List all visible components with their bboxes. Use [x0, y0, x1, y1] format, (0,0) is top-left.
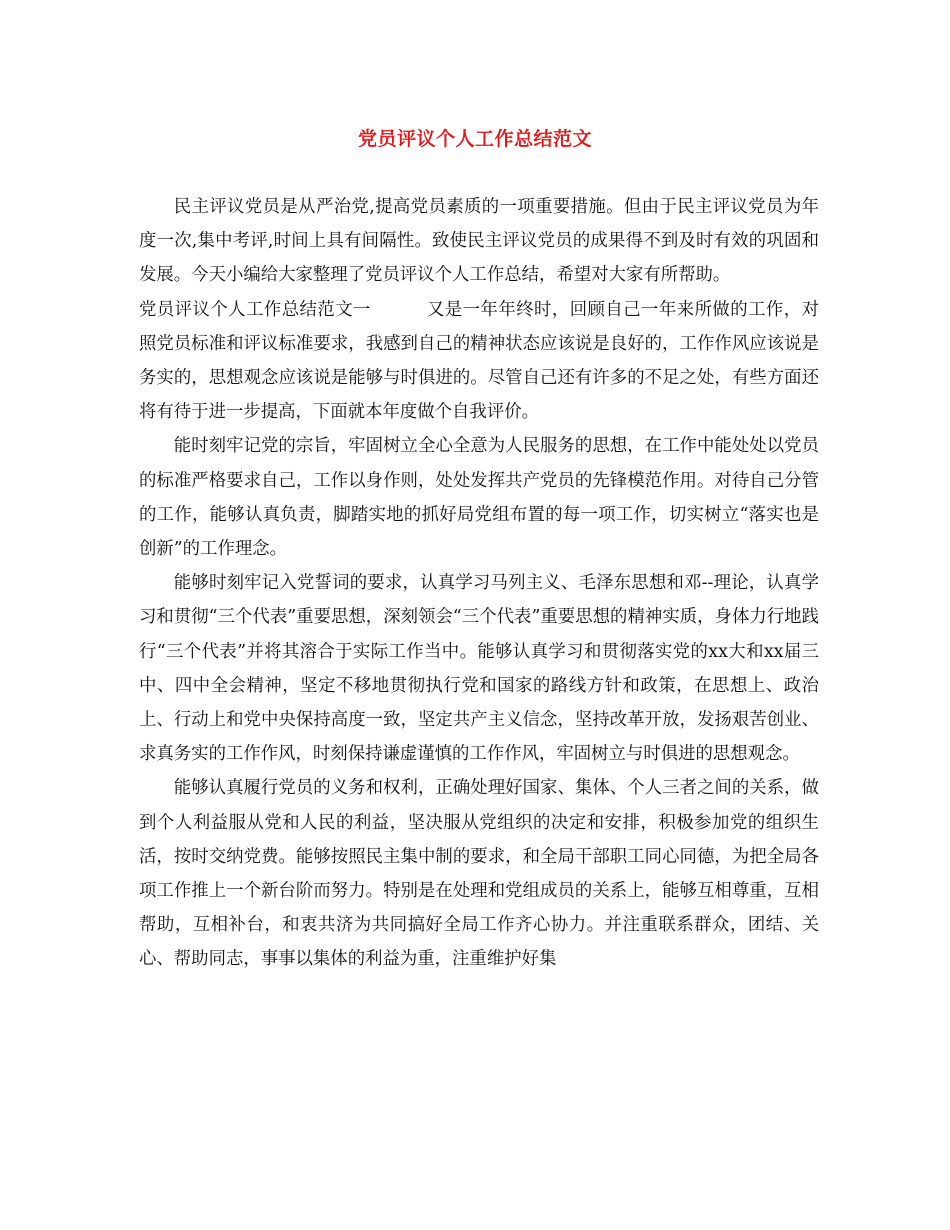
body-paragraph-1: 能时刻牢记党的宗旨，牢固树立全心全意为人民服务的思想，在工作中能处处以党员的标准严格要求自己，工作以身作则，处处发挥共产党员的先锋模范作用。对待自己分管的工作，能够认真负责，脚踏实地的抓好局党组布置的每一项工作，切实树立“落实也是创新”的工作理念。 — [139, 436, 819, 560]
document-title: 党员评议个人工作总结范文 — [357, 128, 592, 150]
section-paragraph — [139, 293, 819, 430]
intro-paragraph: 民主评议党员是从严治党,提高党员素质的一项重要措施。但由于民主评议党员为年度一次,集中考评,时间上具有间隔性。致使民主评议党员的成果得不到及时有效的巩固和发展。今天小编给大家整理了党员评议个人工作总结，希望对大家有所帮助。 — [139, 197, 819, 286]
section-opening-text: 又是一年年终时，回顾自己一年来所做的工作，对照党员标准和评议标准要求，我感到自己的精神状态应该说是良好的，工作作风应该说是务实的，思想观念应该说是能够与时俱进的。尽管自己还有许多的不足之处，有些方面还将有待于进一步提高，下面就本年度做个自我评价。 — [139, 299, 819, 423]
body-paragraph-3: 能够认真履行党员的义务和权利，正确处理好国家、集体、个人三者之间的关系，做到个人利益服从党和人民的利益，坚决服从党组织的决定和安排，积极参加党的组织生活，按时交纳党费。能够按照民主集中制的要求，和全局干部职工同心同德，为把全局各项工作推上一个新台阶而努力。特别是在处理和党组成员的关系上，能够互相尊重，互相帮助，互相补台，和衷共济为共同搞好全局工作齐心协力。并注重联系群众，团结、关心、帮助同志，事事以集体的利益为重，注重维护好集 — [139, 778, 819, 970]
document-body — [139, 190, 819, 977]
body-paragraph-2: 能够时刻牢记入党誓词的要求，认真学习马列主义、毛泽东思想和邓--理论，认真学习和贯彻“三个代表”重要思想，深刻领会“三个代表”重要思想的精神实质，身体力行地践行“三个代表”并将其溶合于实际工作当中。能够认真学习和贯彻落实党的xx大和xx届三中、四中全会精神，坚定不移地贯彻执行党和国家的路线方针和政策，在思想上、政治上、行动上和党中央保持高度一致，坚定共产主义信念，坚持改革开放，发扬艰苦创业、求真务实的工作作风，时刻保持谦虚谨慎的工作作风，牢固树立与时俱进的思想观念。 — [139, 573, 819, 765]
section-heading: 党员评议个人工作总结范文一 — [139, 299, 371, 320]
